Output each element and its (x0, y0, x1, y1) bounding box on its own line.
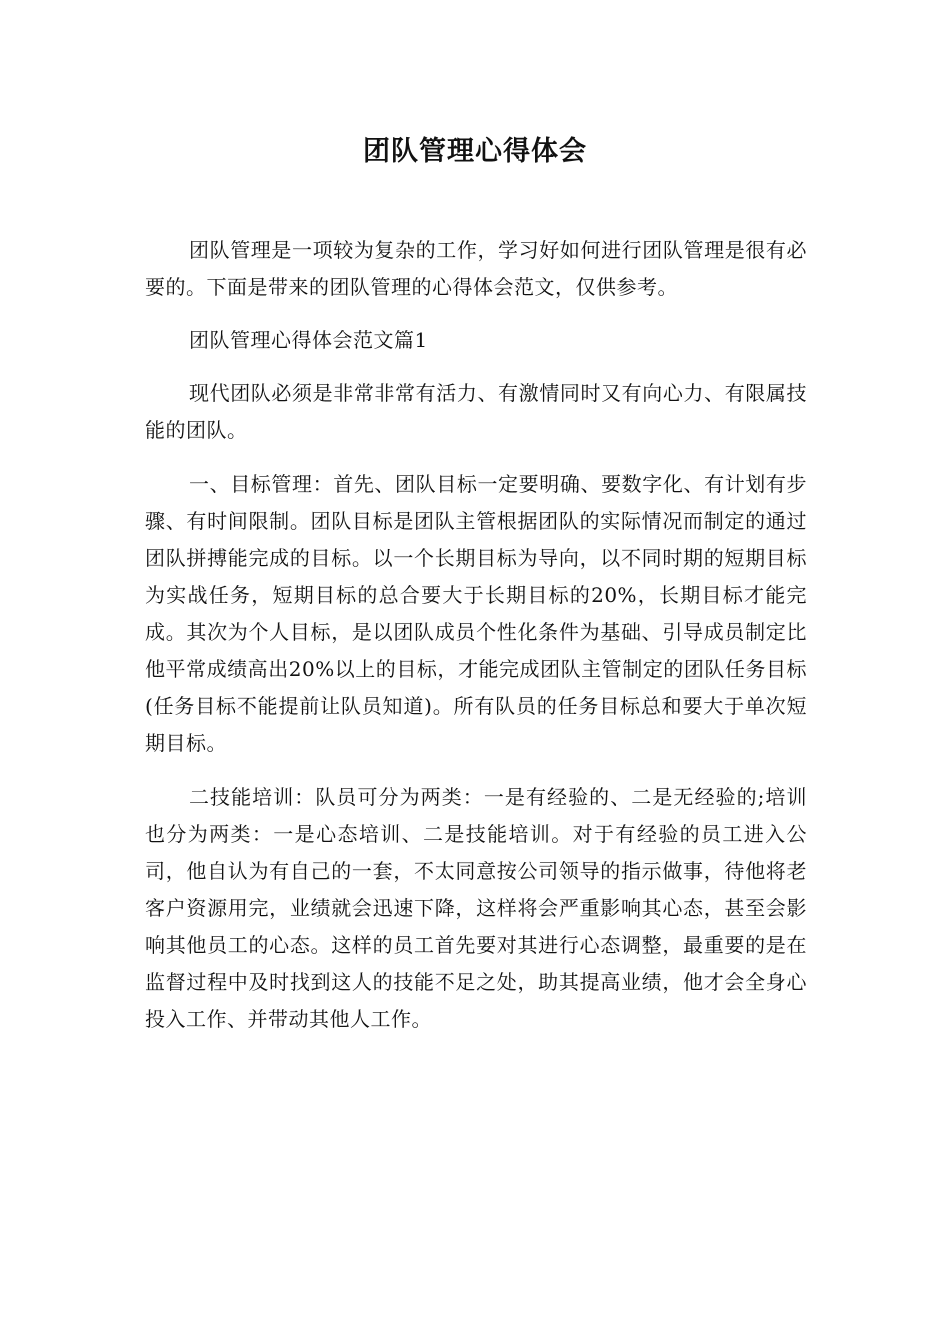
section-heading: 团队管理心得体会范文篇1 (189, 328, 428, 352)
document-title: 团队管理心得体会 (363, 136, 587, 167)
body-paragraph: 现代团队必须是非常非常有活力、有激情同时又有向心力、有限属技能的团队。 (145, 381, 807, 442)
body-paragraph: 二技能培训：队员可分为两类：一是有经验的、二是无经验的;培训也分为两类：一是心态培训、二是技能培训。对于有经验的员工进入公司，他自认为有自己的一套，不太同意按公司领导的指示做事，待他将老客户资源用完，业绩就会迅速下降，这样将会严重影响其心态，甚至会影响其他员工的心态。这样的员工首先要对其进行心态调整，最重要的是在监督过程中及时找到这人的技能不足之处，助其提高业绩，他才会全身心投入工作、并带动其他人工作。 (145, 785, 807, 1031)
intro-paragraph: 团队管理是一项较为复杂的工作，学习好如何进行团队管理是很有必要的。下面是带来的团队管理的心得体会范文，仅供参考。 (145, 238, 807, 299)
document-body (145, 232, 807, 1038)
body-paragraph: 一、目标管理：首先、团队目标一定要明确、要数字化、有计划有步骤、有时间限制。团队目标是团队主管根据团队的实际情况而制定的通过团队拼搏能完成的目标。以一个长期目标为导向，以不同时期的短期目标为实战任务，短期目标的总合要大于长期目标的20%，长期目标才能完成。其次为个人目标，是以团队成员个性化条件为基础、引导成员制定比他平常成绩高出20%以上的目标，才能完成团队主管制定的团队任务目标(任务目标不能提前让队员知道)。所有队员的任务目标总和要大于单次短期目标。 (145, 472, 807, 755)
